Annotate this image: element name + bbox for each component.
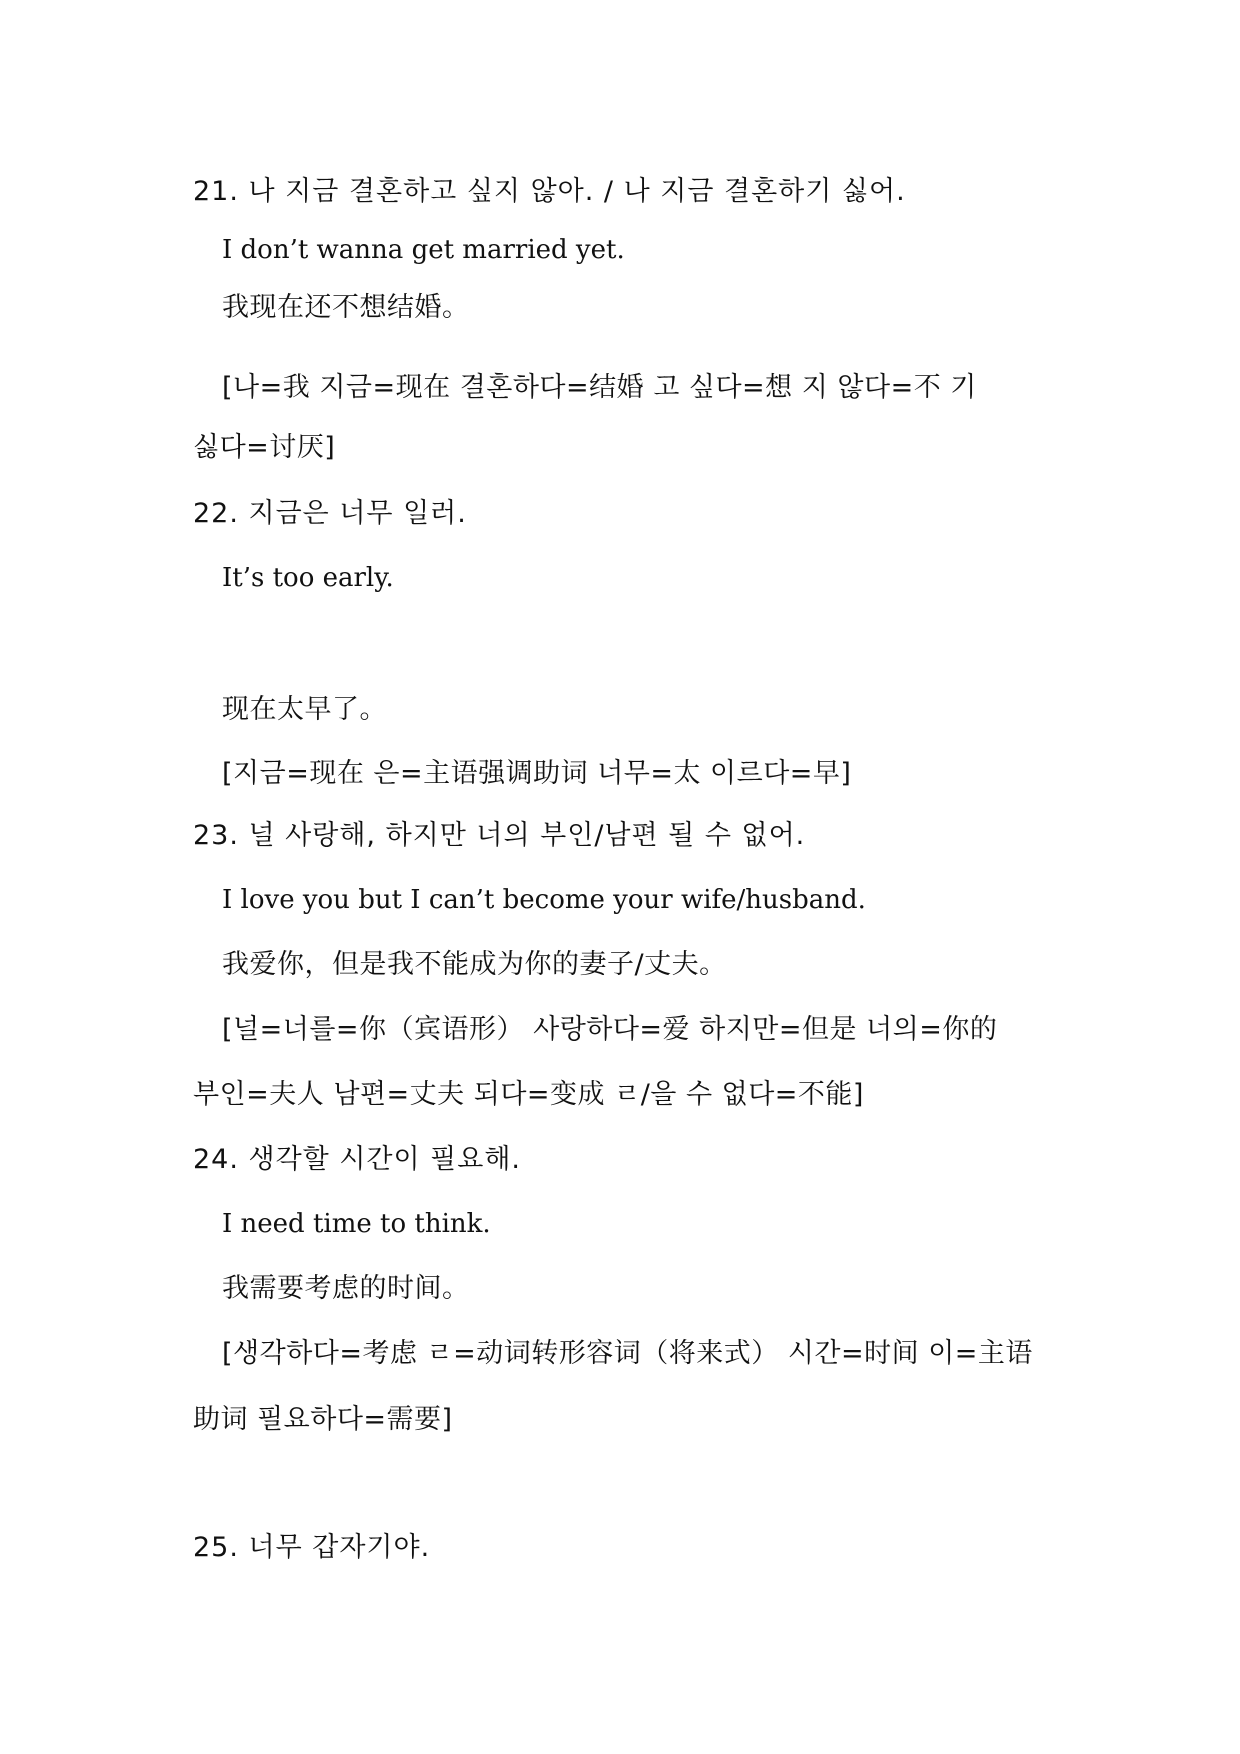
entry-23-note-line1: [널=너를=你（宾语形） 사랑하다=爱 하지만=但是 너의=你的 (222, 1014, 998, 1045)
entry-22-english: It’s too early. (222, 563, 394, 593)
entry-21-note-line2: 싫다=讨厌] (193, 432, 336, 463)
entry-24-note-line1: [생각하다=考虑 ㄹ=动词转形容词（将来式） 시간=时间 이=主语 (222, 1338, 1033, 1369)
entry-23-english: I love you but I can’t become your wife/husband. (222, 885, 866, 915)
entry-21-korean: 21. 나 지금 결혼하고 싶지 않아. / 나 지금 결혼하기 싫어. (193, 176, 906, 207)
entry-24-chinese: 我需要考虑的时间。 (222, 1273, 470, 1304)
entry-25-korean: 25. 너무 갑자기야. (193, 1532, 431, 1563)
entry-21-note-line1: [나=我 지금=现在 결혼하다=结婚 고 싶다=想 지 않다=不 기 (222, 372, 977, 403)
entry-21-english: I don’t wanna get married yet. (222, 235, 625, 265)
entry-23-korean: 23. 널 사랑해, 하지만 너의 부인/남편 될 수 없어. (193, 820, 806, 851)
entry-22-chinese: 现在太早了。 (222, 694, 387, 725)
entry-23-chinese: 我爱你，但是我不能成为你的妻子/丈夫。 (222, 949, 727, 980)
entry-24-english: I need time to think. (222, 1209, 491, 1239)
entry-22-note-line1: [지금=现在 은=主语强调助词 너무=太 이르다=早] (222, 758, 852, 789)
entry-23-note-line2: 부인=夫人 남편=丈夫 되다=变成 ㄹ/을 수 없다=不能] (193, 1079, 864, 1110)
entry-24-note-line2: 助词 필요하다=需要] (193, 1404, 453, 1435)
entry-21-chinese: 我现在还不想结婚。 (222, 292, 470, 323)
entry-22-korean: 22. 지금은 너무 일러. (193, 498, 467, 529)
entry-24-korean: 24. 생각할 시간이 필요해. (193, 1144, 522, 1175)
